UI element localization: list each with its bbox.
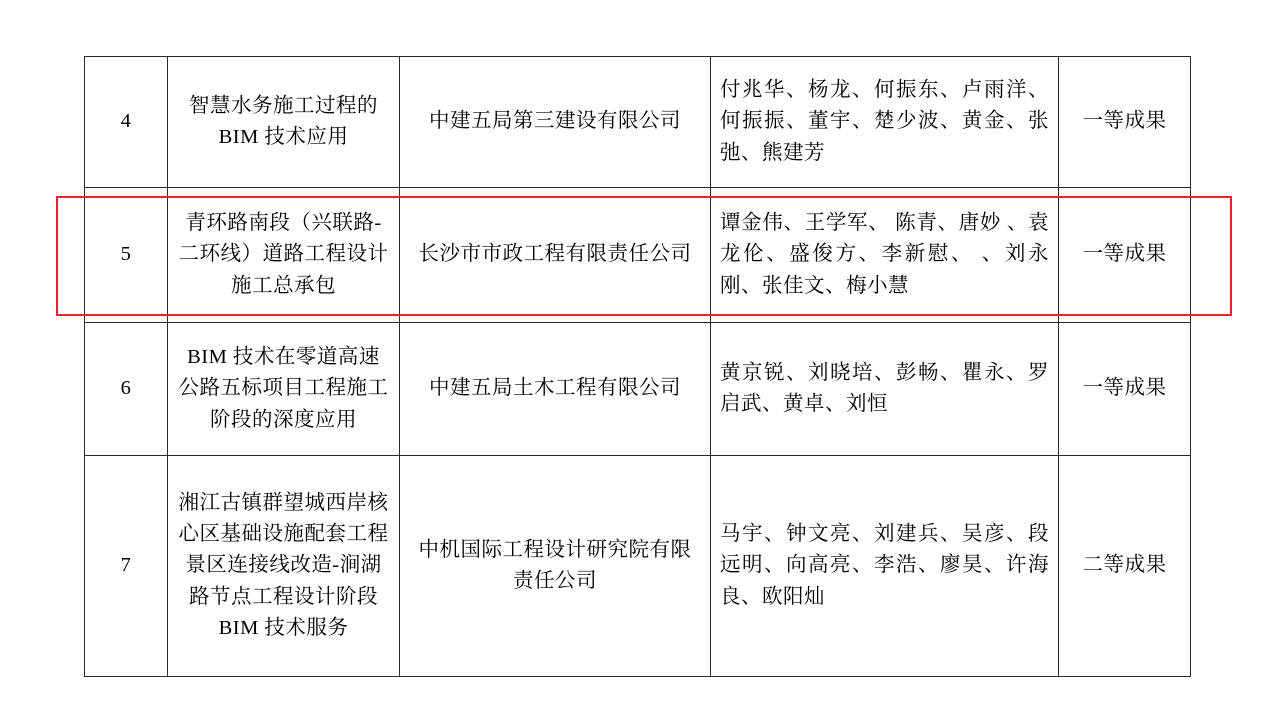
contributors: 谭金伟、王学军、 陈青、唐妙 、袁龙伦、盛俊方、李新慰、 、刘永刚、张佳文、梅小慧 — [711, 188, 1059, 323]
project-title: 智慧水务施工过程的 BIM 技术应用 — [168, 57, 400, 188]
row-index: 6 — [85, 323, 168, 456]
project-title: BIM 技术在零道高速公路五标项目工程施工阶段的深度应用 — [168, 323, 400, 456]
table-row — [85, 188, 1191, 323]
declaring-organization: 中建五局第三建设有限公司 — [400, 57, 711, 188]
row-index: 5 — [85, 188, 168, 323]
contributors: 黄京锐、刘晓培、彭畅、瞿永、罗启武、黄卓、刘恒 — [711, 323, 1059, 456]
award-level: 一等成果 — [1059, 57, 1191, 188]
row-index: 7 — [85, 456, 168, 677]
project-title: 湘江古镇群望城西岸核心区基础设施配套工程景区连接线改造-涧湖路节点工程设计阶段 BIM 技术服务 — [168, 456, 400, 677]
award-level: 一等成果 — [1059, 323, 1191, 456]
declaring-organization: 长沙市市政工程有限责任公司 — [400, 188, 711, 323]
declaring-organization: 中建五局土木工程有限公司 — [400, 323, 711, 456]
award-table-container — [84, 56, 1190, 677]
contributors: 马宇、钟文亮、刘建兵、吴彦、段远明、向高亮、李浩、廖昊、许海良、欧阳灿 — [711, 456, 1059, 677]
row-index: 4 — [85, 57, 168, 188]
declaring-organization: 中机国际工程设计研究院有限责任公司 — [400, 456, 711, 677]
award-table — [84, 56, 1191, 677]
award-level: 二等成果 — [1059, 456, 1191, 677]
table-row — [85, 323, 1191, 456]
award-level: 一等成果 — [1059, 188, 1191, 323]
contributors: 付兆华、杨龙、何振东、卢雨洋、何振振、董宇、楚少波、黄金、张弛、熊建芳 — [711, 57, 1059, 188]
table-row — [85, 456, 1191, 677]
table-row — [85, 57, 1191, 188]
project-title: 青环路南段（兴联路-二环线）道路工程设计施工总承包 — [168, 188, 400, 323]
